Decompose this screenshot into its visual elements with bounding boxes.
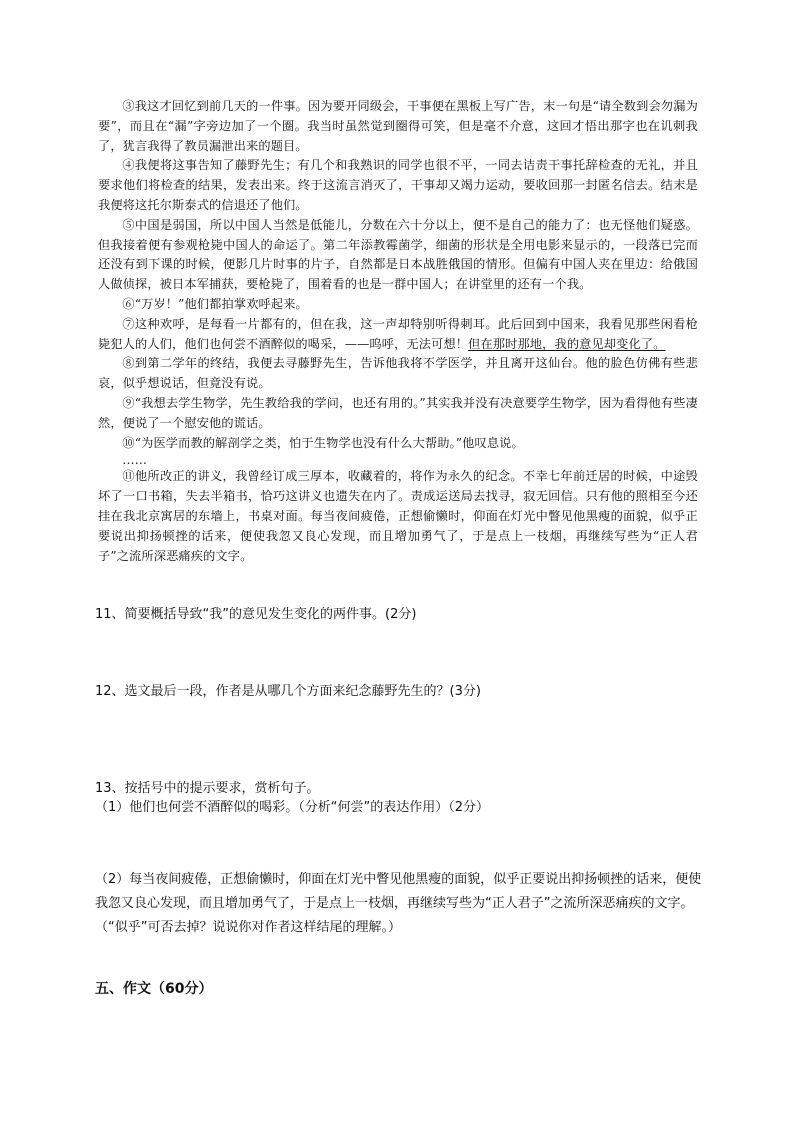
question-13-part-2: （2）每当夜间疲倦，正想偷懒时，仰面在灯光中瞥见他黑瘦的面貌，似乎正要说出抑扬顿挫的话来，便使我忽又良心发现，而且增加勇气了，于是点上一枝烟，再继续写些为“正人君子”之流所深恶痛疾的文字。（“似乎”可否去掉？说说你对作者这样结尾的理解。）	[95, 872, 702, 935]
passage-paragraph-6: ⑥“万岁！”他们都拍掌欢呼起来。	[122, 296, 308, 311]
passage-ellipsis: ……	[122, 453, 148, 468]
question-13-part-1: （1）他们也何尝不酒醉似的喝彩。（分析“何尝”的表达作用）（2分）	[95, 800, 490, 815]
question-13: 13、按括号中的提示要求，赏析句子。	[95, 781, 320, 796]
reading-passage	[98, 97, 698, 566]
passage-paragraph-10: ⑩“为医学而教的解剖学之类，怕于生物学也没有什么大帮助。”他叹息说。	[122, 435, 524, 450]
passage-paragraph-3: ③我这才回忆到前几天的一件事。因为要开同级会，干事便在黑板上写广告，末一句是“请全数到会勿漏为要”，而且在“漏”字旁边加了一个圈。我当时虽然觉到圈得可笑，但是毫不介意，这回才悟出那字也在讥刺我了，犹言我得了教员漏泄出来的题目。	[98, 99, 698, 153]
question-12: 12、选文最后一段，作者是从哪几个方面来纪念藤野先生的？(3分)	[95, 684, 481, 699]
question-11: 11、简要概括导致“我”的意见发生变化的两件事。(2分)	[95, 607, 417, 622]
passage-paragraph-4: ④我便将这事告知了藤野先生；有几个和我熟识的同学也很不平，一同去诘责干事托辞检查的无礼，并且要求他们将检查的结果，发表出来。终于这流言消灭了，干事却又竭力运动，要收回那一封匿名信去。结末是我便将这托尔斯泰式的信退还了他们。	[98, 158, 698, 212]
passage-paragraph-8: ⑧到第二学年的终结，我便去寻藤野先生，告诉他我将不学医学，并且离开这仙台。他的脸色仿佛有些悲哀，似乎想说话，但竟没有说。	[98, 356, 698, 391]
passage-paragraph-7-text: ⑦这种欢呼，是每看一片都有的，但在我，这一声却特别听得刺耳。此后回到中国来，我看见那些闲看枪毙犯人的人们，他们也何尝不酒醉似的喝采，——呜呼，无法可想！	[98, 316, 698, 351]
passage-paragraph-11: ⑪他所改正的讲义，我曾经订成三厚本，收藏着的，将作为永久的纪念。不幸七年前迁居的时候，中途毁坏了一口书箱，失去半箱书，恰巧这讲义也遗失在内了。责成运送局去找寻，寂无回信。只有他的照相至今还挂在我北京寓居的东墙上，书桌对面。每当夜间疲倦，正想偷懒时，仰面在灯光中瞥见他黑瘦的面貌，似乎正要说出抑扬顿挫的话来，便使我忽又良心发现，而且增加勇气了，于是点上一枝烟，再继续写些为“正人君子”之流所深恶痛疾的文字。	[98, 469, 698, 563]
passage-paragraph-9: ⑨“我想去学生物学，先生教给我的学问，也还有用的。”其实我并没有决意要学生物学，因为看得他有些凄然，便说了一个慰安他的谎话。	[98, 395, 698, 430]
underlined-sentence: 但在那时那地，我的意见却变化了。	[468, 336, 666, 351]
essay-section-heading: 五、作文（60分）	[95, 981, 213, 997]
passage-paragraph-5: ⑤中国是弱国，所以中国人当然是低能儿，分数在六十分以上，便不是自己的能力了：也无怪他们疑惑。但我接着便有参观枪毙中国人的命运了。第二年添教霉菌学，细菌的形状是全用电影来显示的，一段落已完而还没有到下课的时候，便影几片时事的片子，自然都是日本战胜俄国的情形。但偏有中国人夹在里边：给俄国人做侦探，被日本军捕获，要枪毙了，围着看的也是一群中国人；在讲堂里的还有一个我。	[98, 217, 698, 292]
passage-paragraph-7	[98, 315, 698, 355]
